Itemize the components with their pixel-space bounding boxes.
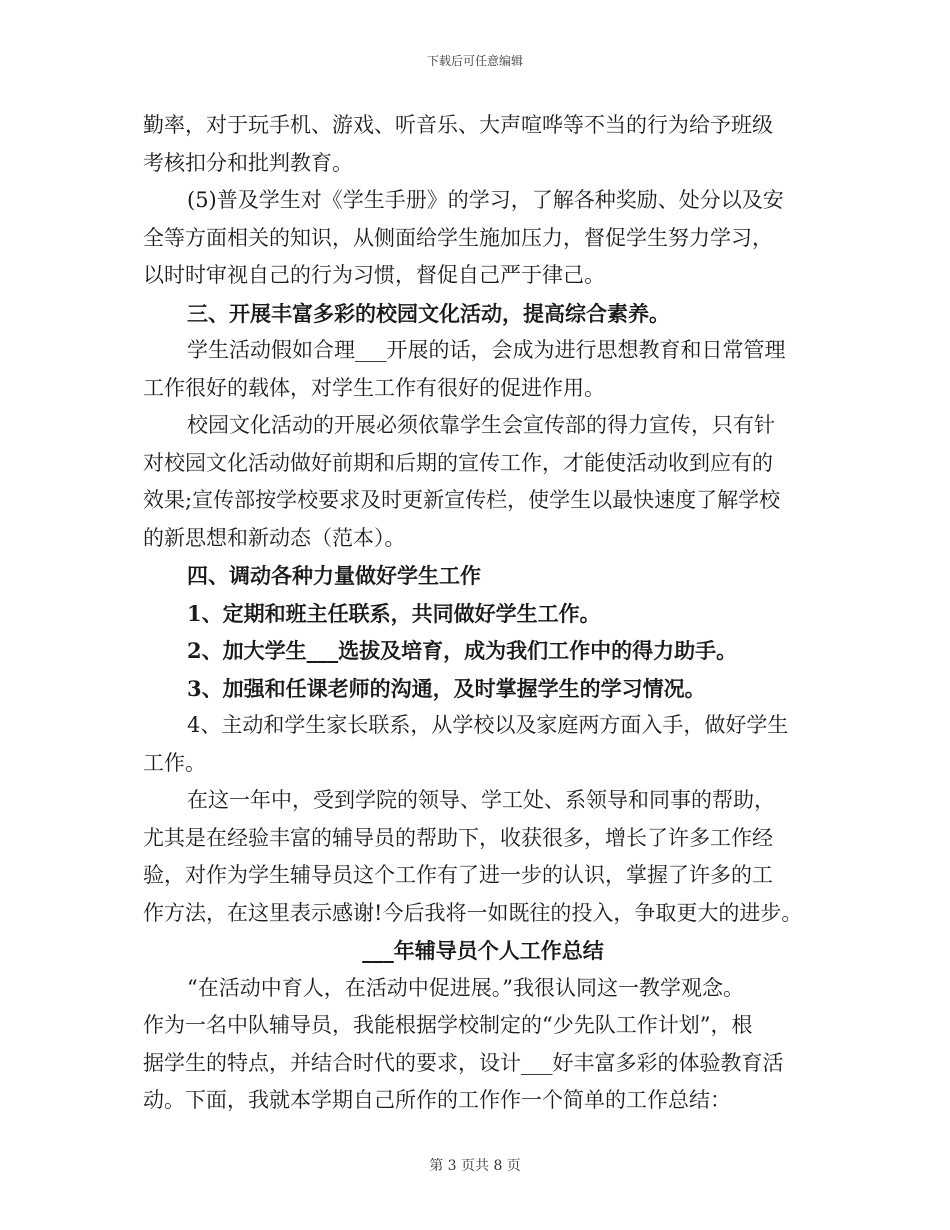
paragraph-line: 验，对作为学生辅导员这个工作有了进一步的认识，掌握了许多的工 bbox=[143, 863, 773, 887]
paragraph-line: (5)普及学生对《学生手册》的学习，了解各种奖励、处分以及安 bbox=[187, 188, 784, 212]
document-title: ___年辅导员个人工作总结 bbox=[362, 938, 604, 963]
paragraph-line: 勤率，对于玩手机、游戏、听音乐、大声喧哗等不当的行为给予班级 bbox=[143, 113, 773, 137]
paragraph-line: 据学生的特点，并结合时代的要求，设计___好丰富多彩的体验教育活 bbox=[143, 1050, 784, 1075]
section-heading: 三、开展丰富多彩的校园文化活动，提高综合素养。 bbox=[187, 300, 670, 326]
paragraph-line: 效果;宣传部按学校要求及时更新宣传栏，使学生以最快速度了解学校 bbox=[143, 488, 781, 512]
list-item: 2、加大学生___选拔及培育，成为我们工作中的得力助手。 bbox=[187, 638, 738, 663]
list-item: 3、加强和任课老师的沟通，及时掌握学生的学习情况。 bbox=[187, 675, 706, 701]
paragraph-line: 尤其是在经验丰富的辅导员的帮助下，收获很多，增长了许多工作经 bbox=[143, 825, 773, 850]
paragraph-line: 以时时审视自己的行为习惯，督促自己严于律己。 bbox=[143, 263, 605, 287]
paragraph-line: 工作。 bbox=[143, 750, 206, 775]
list-item: 1、定期和班主任联系，共同做好学生工作。 bbox=[187, 600, 601, 626]
paragraph-line: 动。下面，我就本学期自己所作的工作作一个简单的工作总结： bbox=[143, 1088, 731, 1112]
paragraph-line: 学生活动假如合理___开展的话，会成为进行思想教育和日常管理 bbox=[187, 338, 786, 362]
paragraph-line: 全等方面相关的知识，从侧面给学生施加压力，督促学生努力学习， bbox=[143, 225, 773, 250]
page-header: 下载后可任意编辑 bbox=[426, 54, 523, 68]
paragraph-line: 作为一名中队辅导员，我能根据学校制定的“少先队工作计划”，根 bbox=[143, 1013, 753, 1037]
paragraph-line: 对校园文化活动做好前期和后期的宣传工作，才能使活动收到应有的 bbox=[143, 450, 773, 475]
paragraph-line: 校园文化活动的开展必须依靠学生会宣传部的得力宣传，只有针 bbox=[187, 413, 775, 437]
paragraph-line: 在这一年中，受到学院的领导、学工处、系领导和同事的帮助， bbox=[187, 788, 775, 812]
paragraph-line: 工作很好的载体，对学生工作有很好的促进作用。 bbox=[143, 375, 605, 400]
document-body bbox=[143, 107, 823, 1120]
paragraph-line: 考核扣分和批判教育。 bbox=[143, 150, 353, 175]
section-heading: 四、调动各种力量做好学生工作 bbox=[187, 563, 481, 588]
paragraph-line: “在活动中育人，在活动中促进展。”我很认同这一教学观念。 bbox=[187, 975, 744, 1000]
paragraph-line: 作方法，在这里表示感谢!今后我将一如既往的投入，争取更大的进步。 bbox=[143, 900, 803, 925]
list-item: 4、主动和学生家长联系，从学校以及家庭两方面入手，做好学生 bbox=[187, 713, 789, 737]
paragraph-line: 的新思想和新动态（范本）。 bbox=[143, 525, 406, 550]
page-footer: 第 3 页共 8 页 bbox=[429, 1158, 521, 1174]
